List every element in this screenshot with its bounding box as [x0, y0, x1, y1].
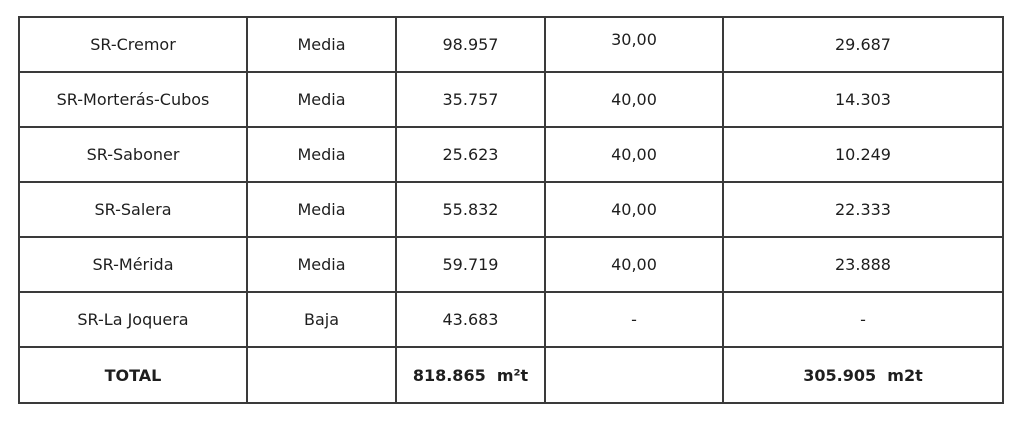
- table-row: [19, 182, 1003, 237]
- cell-percentage: 40,00: [545, 182, 723, 237]
- total-empty-cell: [247, 347, 396, 403]
- cell-result: 22.333: [723, 182, 1003, 237]
- table-row: [19, 237, 1003, 292]
- cell-result: 14.303: [723, 72, 1003, 127]
- cell-result: 29.687: [723, 17, 1003, 72]
- cell-percentage: 40,00: [545, 72, 723, 127]
- cell-density: Media: [247, 237, 396, 292]
- total-result: 305.905 m2t: [723, 347, 1003, 403]
- cell-density: Baja: [247, 292, 396, 347]
- cell-density: Media: [247, 17, 396, 72]
- cell-percentage: 40,00: [545, 237, 723, 292]
- cell-surface: 98.957: [396, 17, 545, 72]
- total-label: TOTAL: [19, 347, 247, 403]
- document-table-region: [18, 16, 1004, 404]
- cell-surface: 55.832: [396, 182, 545, 237]
- cell-density: Media: [247, 127, 396, 182]
- cell-result: 10.249: [723, 127, 1003, 182]
- cell-percentage-value: 30,00: [611, 30, 657, 49]
- cell-surface: 43.683: [396, 292, 545, 347]
- cell-density: Media: [247, 182, 396, 237]
- cell-sector-name: SR-Cremor: [19, 17, 247, 72]
- total-surface: 818.865 m²t: [396, 347, 545, 403]
- table-row: [19, 127, 1003, 182]
- total-row: [19, 347, 1003, 403]
- cell-sector-name: SR-La Joquera: [19, 292, 247, 347]
- table-row: [19, 17, 1003, 72]
- cell-sector-name: SR-Morterás-Cubos: [19, 72, 247, 127]
- cell-surface: 25.623: [396, 127, 545, 182]
- cell-sector-name: SR-Saboner: [19, 127, 247, 182]
- cell-density: Media: [247, 72, 396, 127]
- total-empty-cell: [545, 347, 723, 403]
- cell-result: 23.888: [723, 237, 1003, 292]
- table-row: [19, 292, 1003, 347]
- table-row: [19, 72, 1003, 127]
- cell-percentage: 40,00: [545, 127, 723, 182]
- cell-percentage: [545, 17, 723, 72]
- sectors-table: [18, 16, 1004, 404]
- cell-sector-name: SR-Mérida: [19, 237, 247, 292]
- cell-surface: 59.719: [396, 237, 545, 292]
- cell-sector-name: SR-Salera: [19, 182, 247, 237]
- cell-percentage: -: [545, 292, 723, 347]
- cell-result: -: [723, 292, 1003, 347]
- cell-surface: 35.757: [396, 72, 545, 127]
